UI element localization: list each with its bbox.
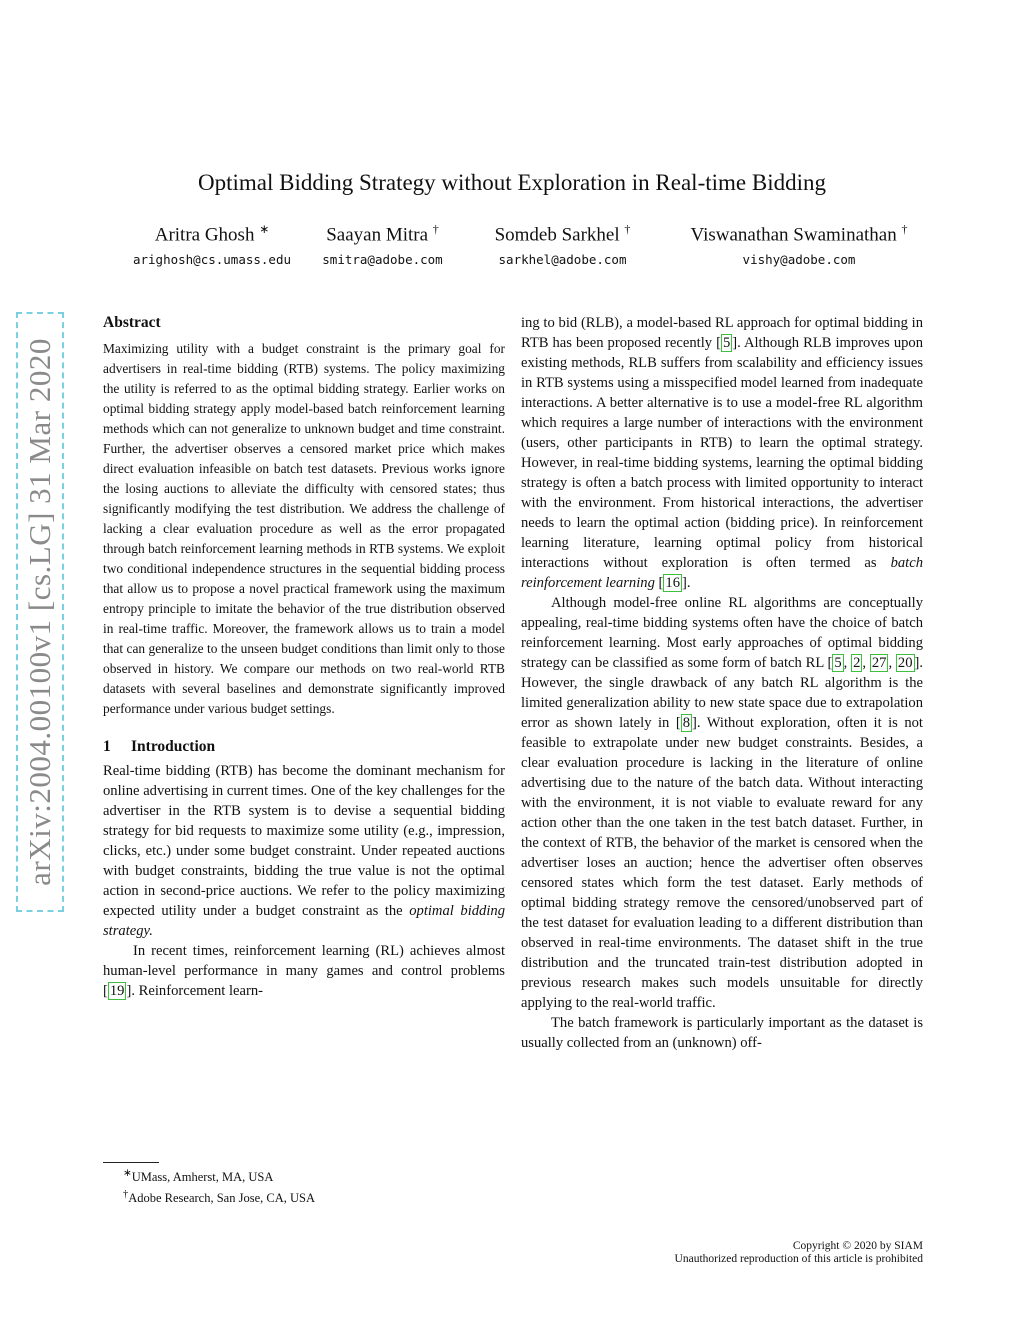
left-column <box>103 313 505 1001</box>
citation-link[interactable]: 19 <box>109 983 125 999</box>
author-mark: † <box>901 222 908 236</box>
citation-link[interactable]: 5 <box>834 655 842 671</box>
arxiv-stamp-text: arXiv:2004.00100v1 [cs.LG] 31 Mar 2020 <box>22 338 58 886</box>
footnote-text: UMass, Amherst, MA, USA <box>131 1170 274 1185</box>
author-email: sarkhel@adobe.com <box>498 252 627 268</box>
footnote-mark: ∗ <box>123 1168 132 1179</box>
author-email: smitra@adobe.com <box>322 252 443 268</box>
footnote-1 <box>103 1165 505 1186</box>
author-email: arighosh@cs.umass.edu <box>132 252 292 268</box>
paragraph-text: . Reinforcement learn- <box>131 983 264 999</box>
author-email: vishy@adobe.com <box>742 252 856 268</box>
citation-link[interactable]: 5 <box>722 335 731 351</box>
author-name: Viswanathan Swaminathan <box>690 224 897 246</box>
author-name: Saayan Mitra <box>326 224 429 246</box>
copyright-notice <box>675 1240 923 1266</box>
author-mark: † <box>432 222 439 236</box>
footnote-2 <box>103 1186 505 1207</box>
paragraph-text: . Without exploration, often it is not feasible to extrapolate under new budget constraints. Besides, a clear evaluation procedure is lacking in the literature of online advertising due to the nature of the batch data. Without interacting with the environment, it is not viable to evaluate reward for any action other than the one taken in the test batch dataset. Further, in the context of RTB, the behavior of the market is censored when the advertiser loses an auction; hence the advertiser often observes censored states which form the test dataset. Early methods of optimal bidding strategy remove the censored/unobserved part of the test dataset for evaluation leading to a different distribution than observed in real-time environments. The dataset shift in the true distribution and the truncated train-test distribution adopted in previous research makes such models unsuitable for directly applying to the real-world traffic. <box>521 715 923 1011</box>
intro-paragraph-2: In recent times, reinforcement learning (RL) achieves almost human-level performance in many games and control problems [ 19 ]. Reinforcement learn- <box>103 943 505 999</box>
citation-link[interactable]: 8 <box>682 715 690 731</box>
footnote-text: Adobe Research, San Jose, CA, USA <box>128 1191 315 1206</box>
paragraph-text: In recent times, reinforcement learning (RL) achieves almost human-level performance in many games and control problems <box>103 943 505 979</box>
citation-link[interactable]: 2 <box>853 655 861 671</box>
citation-link[interactable]: 16 <box>665 575 680 591</box>
author-3 <box>470 222 655 267</box>
paper-title: Optimal Bidding Strategy without Exploration in Real-time Bidding <box>198 170 826 195</box>
abstract-heading: Abstract <box>103 314 161 331</box>
abstract-text: Maximizing utility with a budget constraint is the primary goal for advertisers in real-time bidding (RTB) systems. The policy maximizing the utility is referred to as the optimal bidding strategy. Earlier works on optimal bidding strategy apply model-based batch reinforcement learning methods which can not generalize to unknown budget and time constraint. Further, the advertiser observes a censored market price which makes direct evaluation infeasible on batch test datasets. Previous works ignore the losing auctions to alleviate the difficulty with censored states; thus significantly modifying the test distribution. We address the challenge of lacking a clear evaluation procedure as well as the error propagated through batch reinforcement learning methods in RTB systems. We exploit two conditional independence structures in the sequential bidding process that allow us to propose a novel practical framework using the maximum entropy principle to imitate the behavior of the true distribution observed in real-time traffic. Moreover, the framework allows us to train a model that can generalize to the unseen budget conditions than limit only to those observed in history. We compare our methods on two real-world RTB datasets with several baselines and demonstrate significantly improved performance under various budget settings. <box>103 341 505 716</box>
arxiv-stamp <box>16 312 64 912</box>
paragraph-text: Although model-free online RL algorithms are conceptually appealing, real-time bidding systems often have the choice of batch reinforcement learning. Most early approaches of optimal bidding strategy can be classified as some form of batch RL <box>521 595 923 671</box>
footnote-mark: † <box>123 1189 129 1201</box>
author-mark: † <box>624 222 631 236</box>
copyright-line: Copyright © 2020 by SIAM <box>792 1240 923 1252</box>
intro-paragraph-1 <box>103 761 505 941</box>
author-2 <box>300 222 465 267</box>
paragraph-text: . <box>686 575 691 591</box>
right-paragraph-3: The batch framework is particularly important as the dataset is usually collected from an (unknown) off- <box>521 1015 923 1051</box>
paragraph-text: . Although RLB improves upon existing methods, RLB suffers from scalability and efficiency issues in RTB systems using a misspecified model learned from inadequate interactions. A better alternative is to use a model-free RL algorithm which requires a large number of interactions with the environment (users, other participants in RTB) to learn the optimal strategy. However, in real-time bidding systems, learning the optimal bidding strategy is often a batch process with limited opportunity to interact with the environment. From historical interactions, the advertiser needs to learn the optimal action (bidding price). In reinforcement learning literature, learning optimal policy from historical interactions without exploration is often termed as <box>521 335 924 571</box>
right-paragraph-2: Although model-free online RL algorithms are conceptually appealing, real-time bidding systems often have the choice of batch reinforcement learning. Most early approaches of optimal bidding strategy can be classified as some form of batch RL [ 5 , 2 , 27 , 20 ]. However, the single drawback of any batch RL algorithm is the limited generalization ability to new state space due to extrapolation error as shown lately in [ 8 ]. Without exploration, often it is not feasible to extrapolate under new budget constraints. Besides, a clear evaluation procedure is lacking in the literature of online advertising due to the nature of the batch data. Without interacting with the environment, it is not viable to evaluate reward for any action other than the one taken in the test batch dataset. Further, in the context of RTB, the behavior of the market is censored when the advertiser loses an auction; hence the advertiser often observes censored states which form the test dataset. Early methods of optimal bidding strategy remove the censored/unobserved part of the test dataset for evaluation leading to a different distribution than observed in real-time environments. The dataset shift in the true distribution and the truncated train-test distribution adopted in previous research makes such models unsuitable for directly applying to the real-world traffic. <box>521 595 924 1011</box>
section-title: Introduction <box>131 738 216 755</box>
section-number: 1 <box>103 738 111 755</box>
footnote-rule <box>103 1162 159 1163</box>
emphasis: batch reinforcement learning <box>521 555 923 591</box>
section-heading-introduction <box>103 737 505 757</box>
citation-link[interactable]: 20 <box>897 655 913 671</box>
author-4 <box>664 222 934 267</box>
author-name: Somdeb Sarkhel <box>494 224 620 246</box>
paragraph-text: . However, the single drawback of any batch RL algorithm is the limited generalization ability to new state space due to extrapolation error as shown lately in <box>521 655 924 731</box>
author-1 <box>112 222 312 267</box>
footnotes <box>103 1162 505 1207</box>
author-name: Aritra Ghosh <box>154 224 255 246</box>
paragraph-text: ing to bid (RLB), a model-based RL approach for optimal bidding in RTB has been proposed recently <box>521 315 923 351</box>
right-column <box>521 313 923 1053</box>
paragraph-text: Real-time bidding (RTB) has become the dominant mechanism for online advertising in current times. One of the key challenges for the advertiser in the RTB system is to devise a sequential bidding strategy for bid requests to maximize some utility (e.g., impression, clicks, etc.) under some budget constraint. Under repeated auctions with budget constraints, bidding the true value is not the optimal action in second-price auctions. We refer to the policy maximizing expected utility under a budget constraint as the <box>103 763 505 919</box>
reproduction-notice: Unauthorized reproduction of this article is prohibited <box>674 1253 923 1265</box>
author-mark: ∗ <box>259 222 270 236</box>
citation-link[interactable]: 27 <box>871 655 887 671</box>
emphasis: optimal bidding strategy. <box>103 903 505 939</box>
right-paragraph-1: ing to bid (RLB), a model-based RL approach for optimal bidding in RTB has been proposed recently [ 5 ]. Although RLB improves upon existing methods, RLB suffers from scalability and efficiency issues in RTB systems using a misspecified model learned from inadequate interactions. A better alternative is to use a model-free RL algorithm which requires a large number of interactions with the environment (users, other participants in RTB) to learn the optimal strategy. However, in real-time bidding systems, learning the optimal bidding strategy is often a batch process with limited opportunity to interact with the environment. From historical interactions, the advertiser needs to learn the optimal action (bidding price). In reinforcement learning literature, learning optimal policy from historical interactions without exploration is often termed as batch reinforcement learning [ 16 ]. <box>521 315 924 591</box>
